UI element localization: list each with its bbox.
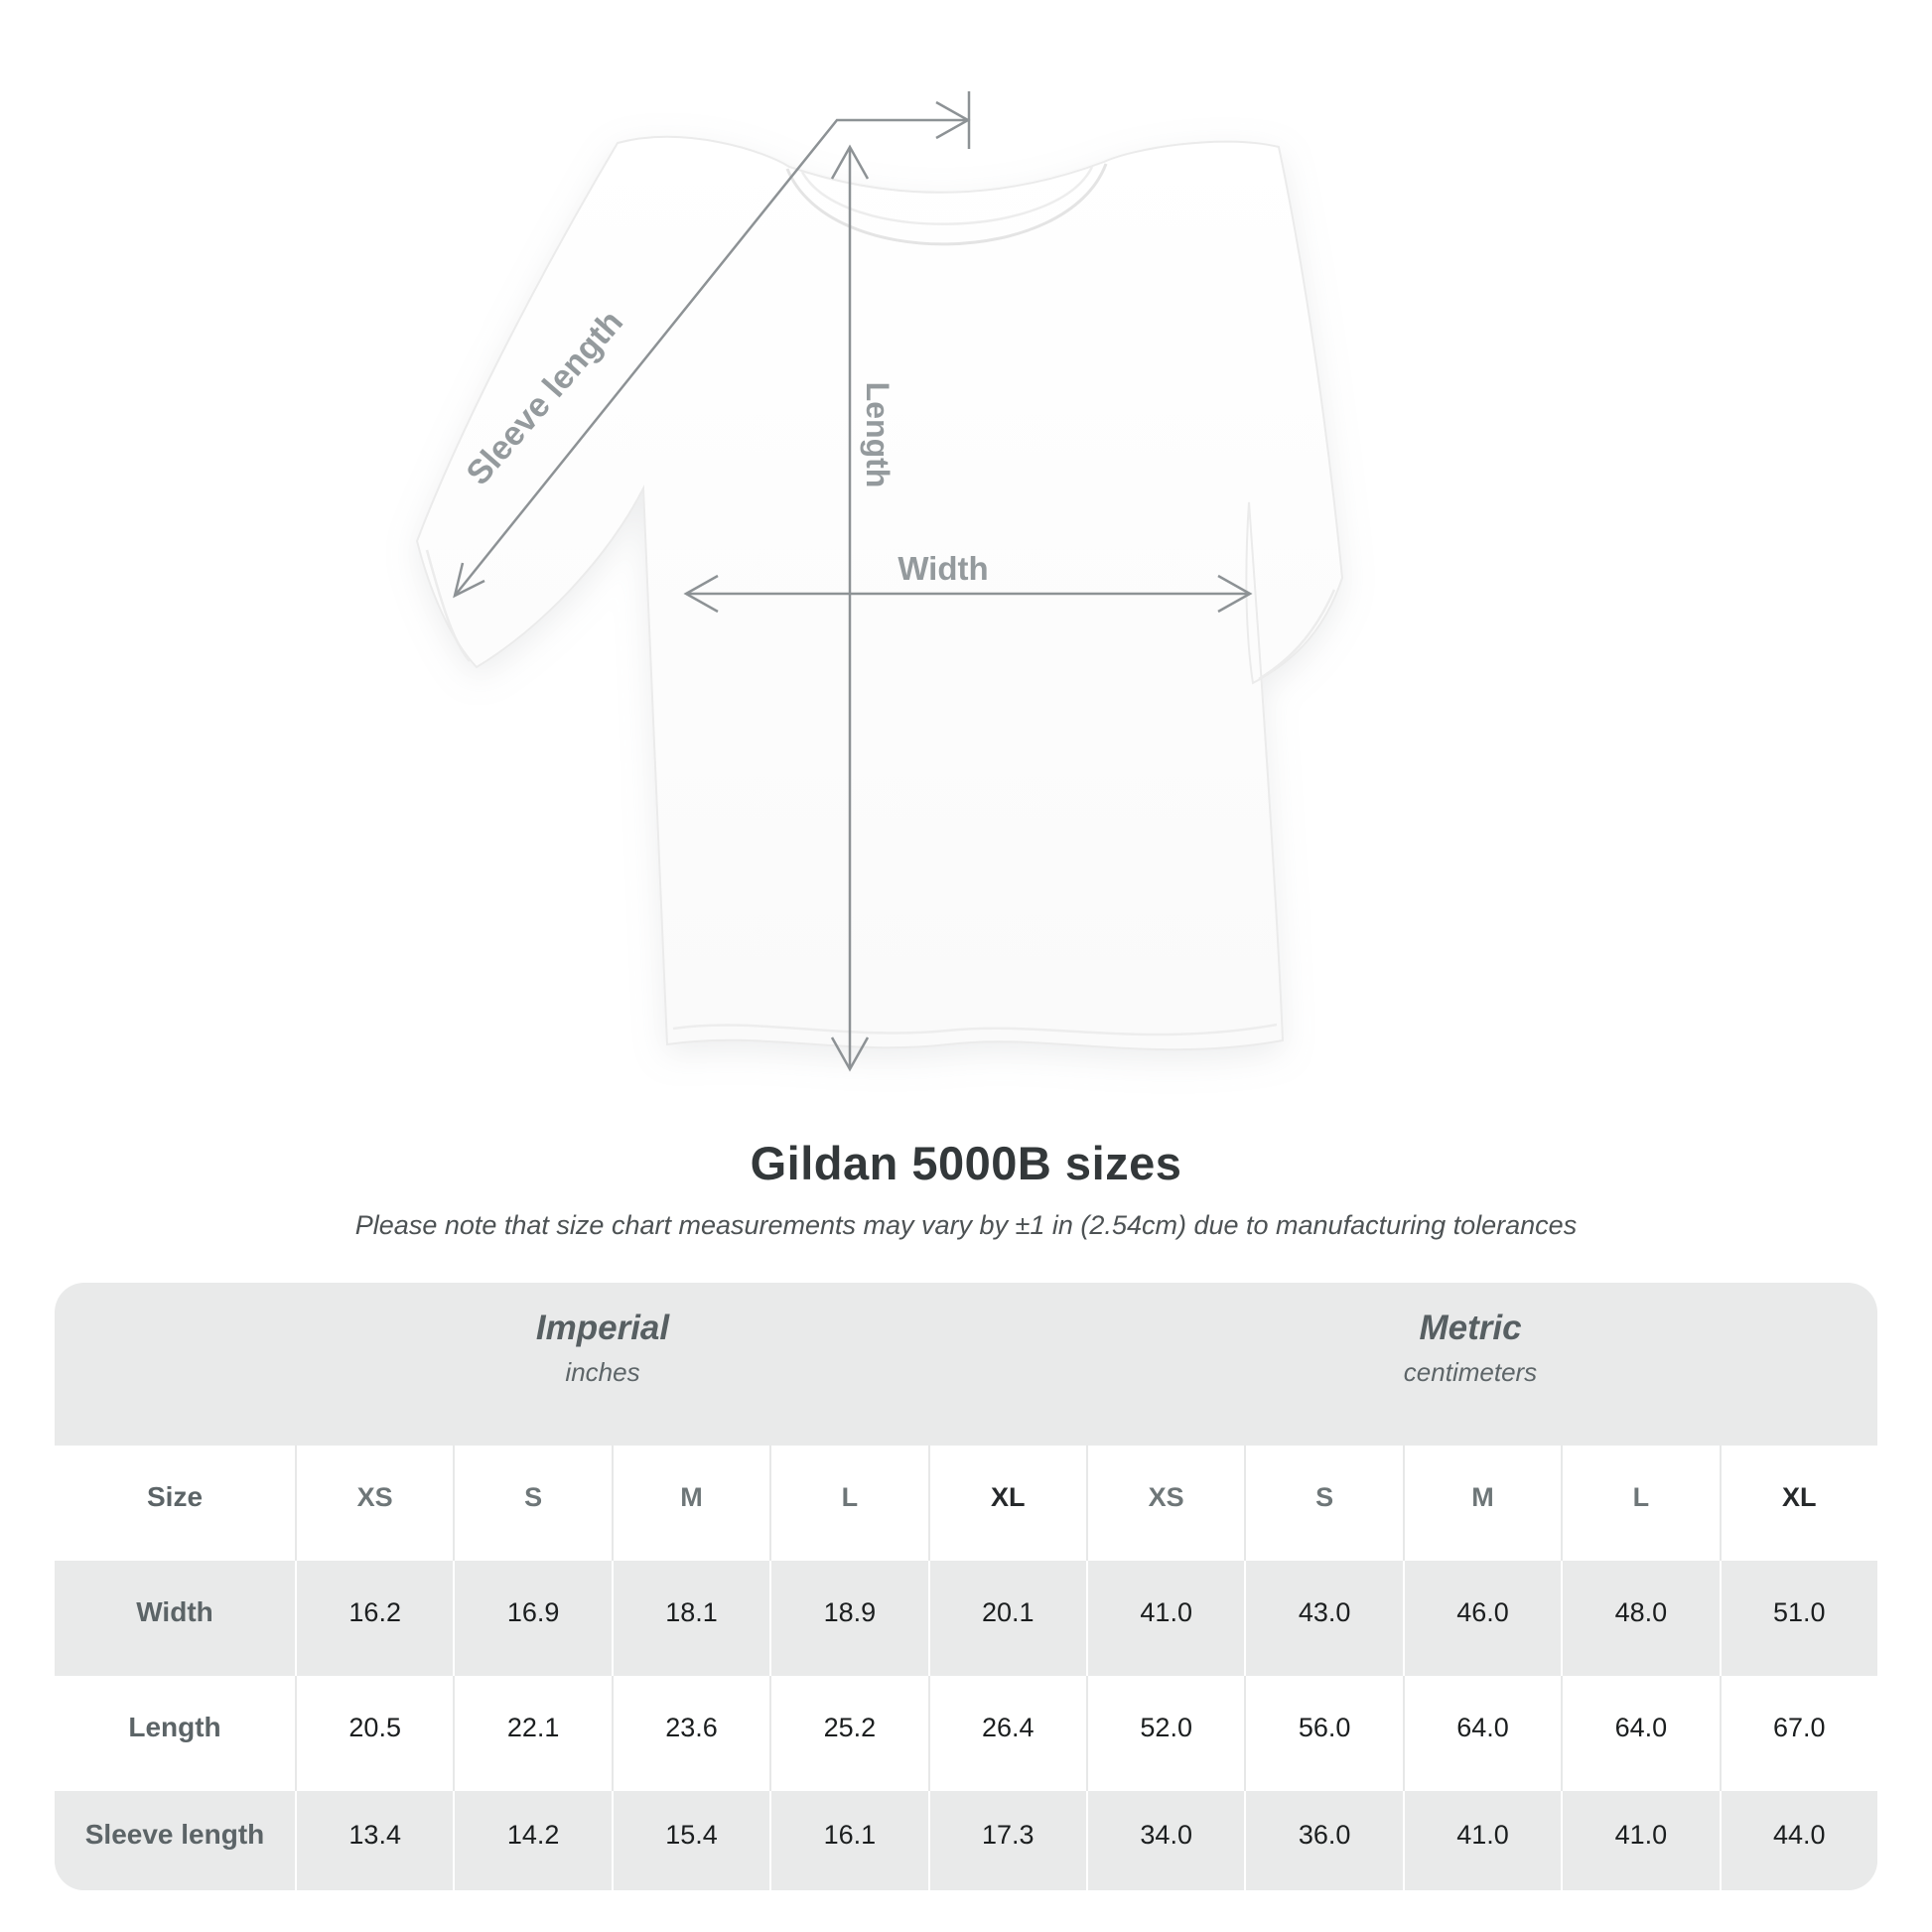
col-header-metric-l: L (1561, 1446, 1719, 1561)
row-label: Width (55, 1561, 295, 1676)
value-cell: 23.6 (612, 1676, 769, 1791)
value-cell: 18.1 (612, 1561, 769, 1676)
sleeve-length-label: Sleeve length (459, 303, 630, 492)
col-header-metric-xs: XS (1086, 1446, 1244, 1561)
value-cell: 16.1 (769, 1791, 927, 1890)
table-row-sleeve-length (55, 1791, 1877, 1890)
metric-header (1404, 1309, 1537, 1388)
value-cell: 67.0 (1720, 1676, 1877, 1791)
value-cell: 15.4 (612, 1791, 769, 1890)
value-cell: 43.0 (1244, 1561, 1402, 1676)
value-cell: 48.0 (1561, 1561, 1719, 1676)
value-cell: 44.0 (1720, 1791, 1877, 1890)
size-chart-table (55, 1283, 1877, 1890)
value-cell: 25.2 (769, 1676, 927, 1791)
size-column-header: Size (55, 1446, 295, 1561)
value-cell: 51.0 (1720, 1561, 1877, 1676)
page-title: Gildan 5000B sizes (750, 1137, 1182, 1189)
imperial-name: Imperial (535, 1309, 670, 1347)
value-cell: 16.2 (295, 1561, 453, 1676)
value-cell: 56.0 (1244, 1676, 1402, 1791)
metric-unit-label: centimeters (1403, 1357, 1538, 1387)
value-cell: 46.0 (1403, 1561, 1561, 1676)
value-cell: 52.0 (1086, 1676, 1244, 1791)
col-header-imperial-s: S (453, 1446, 611, 1561)
unit-header-band (55, 1283, 1877, 1446)
col-header-metric-s: S (1244, 1446, 1402, 1561)
value-cell: 20.1 (928, 1561, 1086, 1676)
value-cell: 36.0 (1244, 1791, 1402, 1890)
imperial-unit-label: inches (565, 1357, 640, 1387)
col-header-metric-m: M (1403, 1446, 1561, 1561)
value-cell: 16.9 (453, 1561, 611, 1676)
value-cell: 64.0 (1403, 1676, 1561, 1791)
size-header-row (55, 1446, 1877, 1561)
row-label: Sleeve length (55, 1791, 295, 1890)
value-cell: 20.5 (295, 1676, 453, 1791)
value-cell: 41.0 (1403, 1791, 1561, 1890)
value-cell: 22.1 (453, 1676, 611, 1791)
table-row-width (55, 1561, 1877, 1676)
value-cell: 41.0 (1561, 1791, 1719, 1890)
tolerance-note: Please note that size chart measurements may vary by ±1 in (2.54cm) due to manufacturing tolerances (354, 1210, 1578, 1240)
col-header-imperial-l: L (769, 1446, 927, 1561)
value-cell: 17.3 (928, 1791, 1086, 1890)
table-row-length (55, 1676, 1877, 1791)
metric-name: Metric (1419, 1309, 1522, 1347)
value-cell: 64.0 (1561, 1676, 1719, 1791)
width-label: Width (897, 550, 989, 587)
value-cell: 14.2 (453, 1791, 611, 1890)
value-cell: 34.0 (1086, 1791, 1244, 1890)
col-header-metric-xl: XL (1720, 1446, 1877, 1561)
col-header-imperial-xl: XL (928, 1446, 1086, 1561)
value-cell: 26.4 (928, 1676, 1086, 1791)
imperial-header (536, 1309, 669, 1388)
value-cell: 41.0 (1086, 1561, 1244, 1676)
col-header-imperial-xs: XS (295, 1446, 453, 1561)
value-cell: 13.4 (295, 1791, 453, 1890)
row-label: Length (55, 1676, 295, 1791)
length-label: Length (860, 381, 896, 488)
col-header-imperial-m: M (612, 1446, 769, 1561)
value-cell: 18.9 (769, 1561, 927, 1676)
